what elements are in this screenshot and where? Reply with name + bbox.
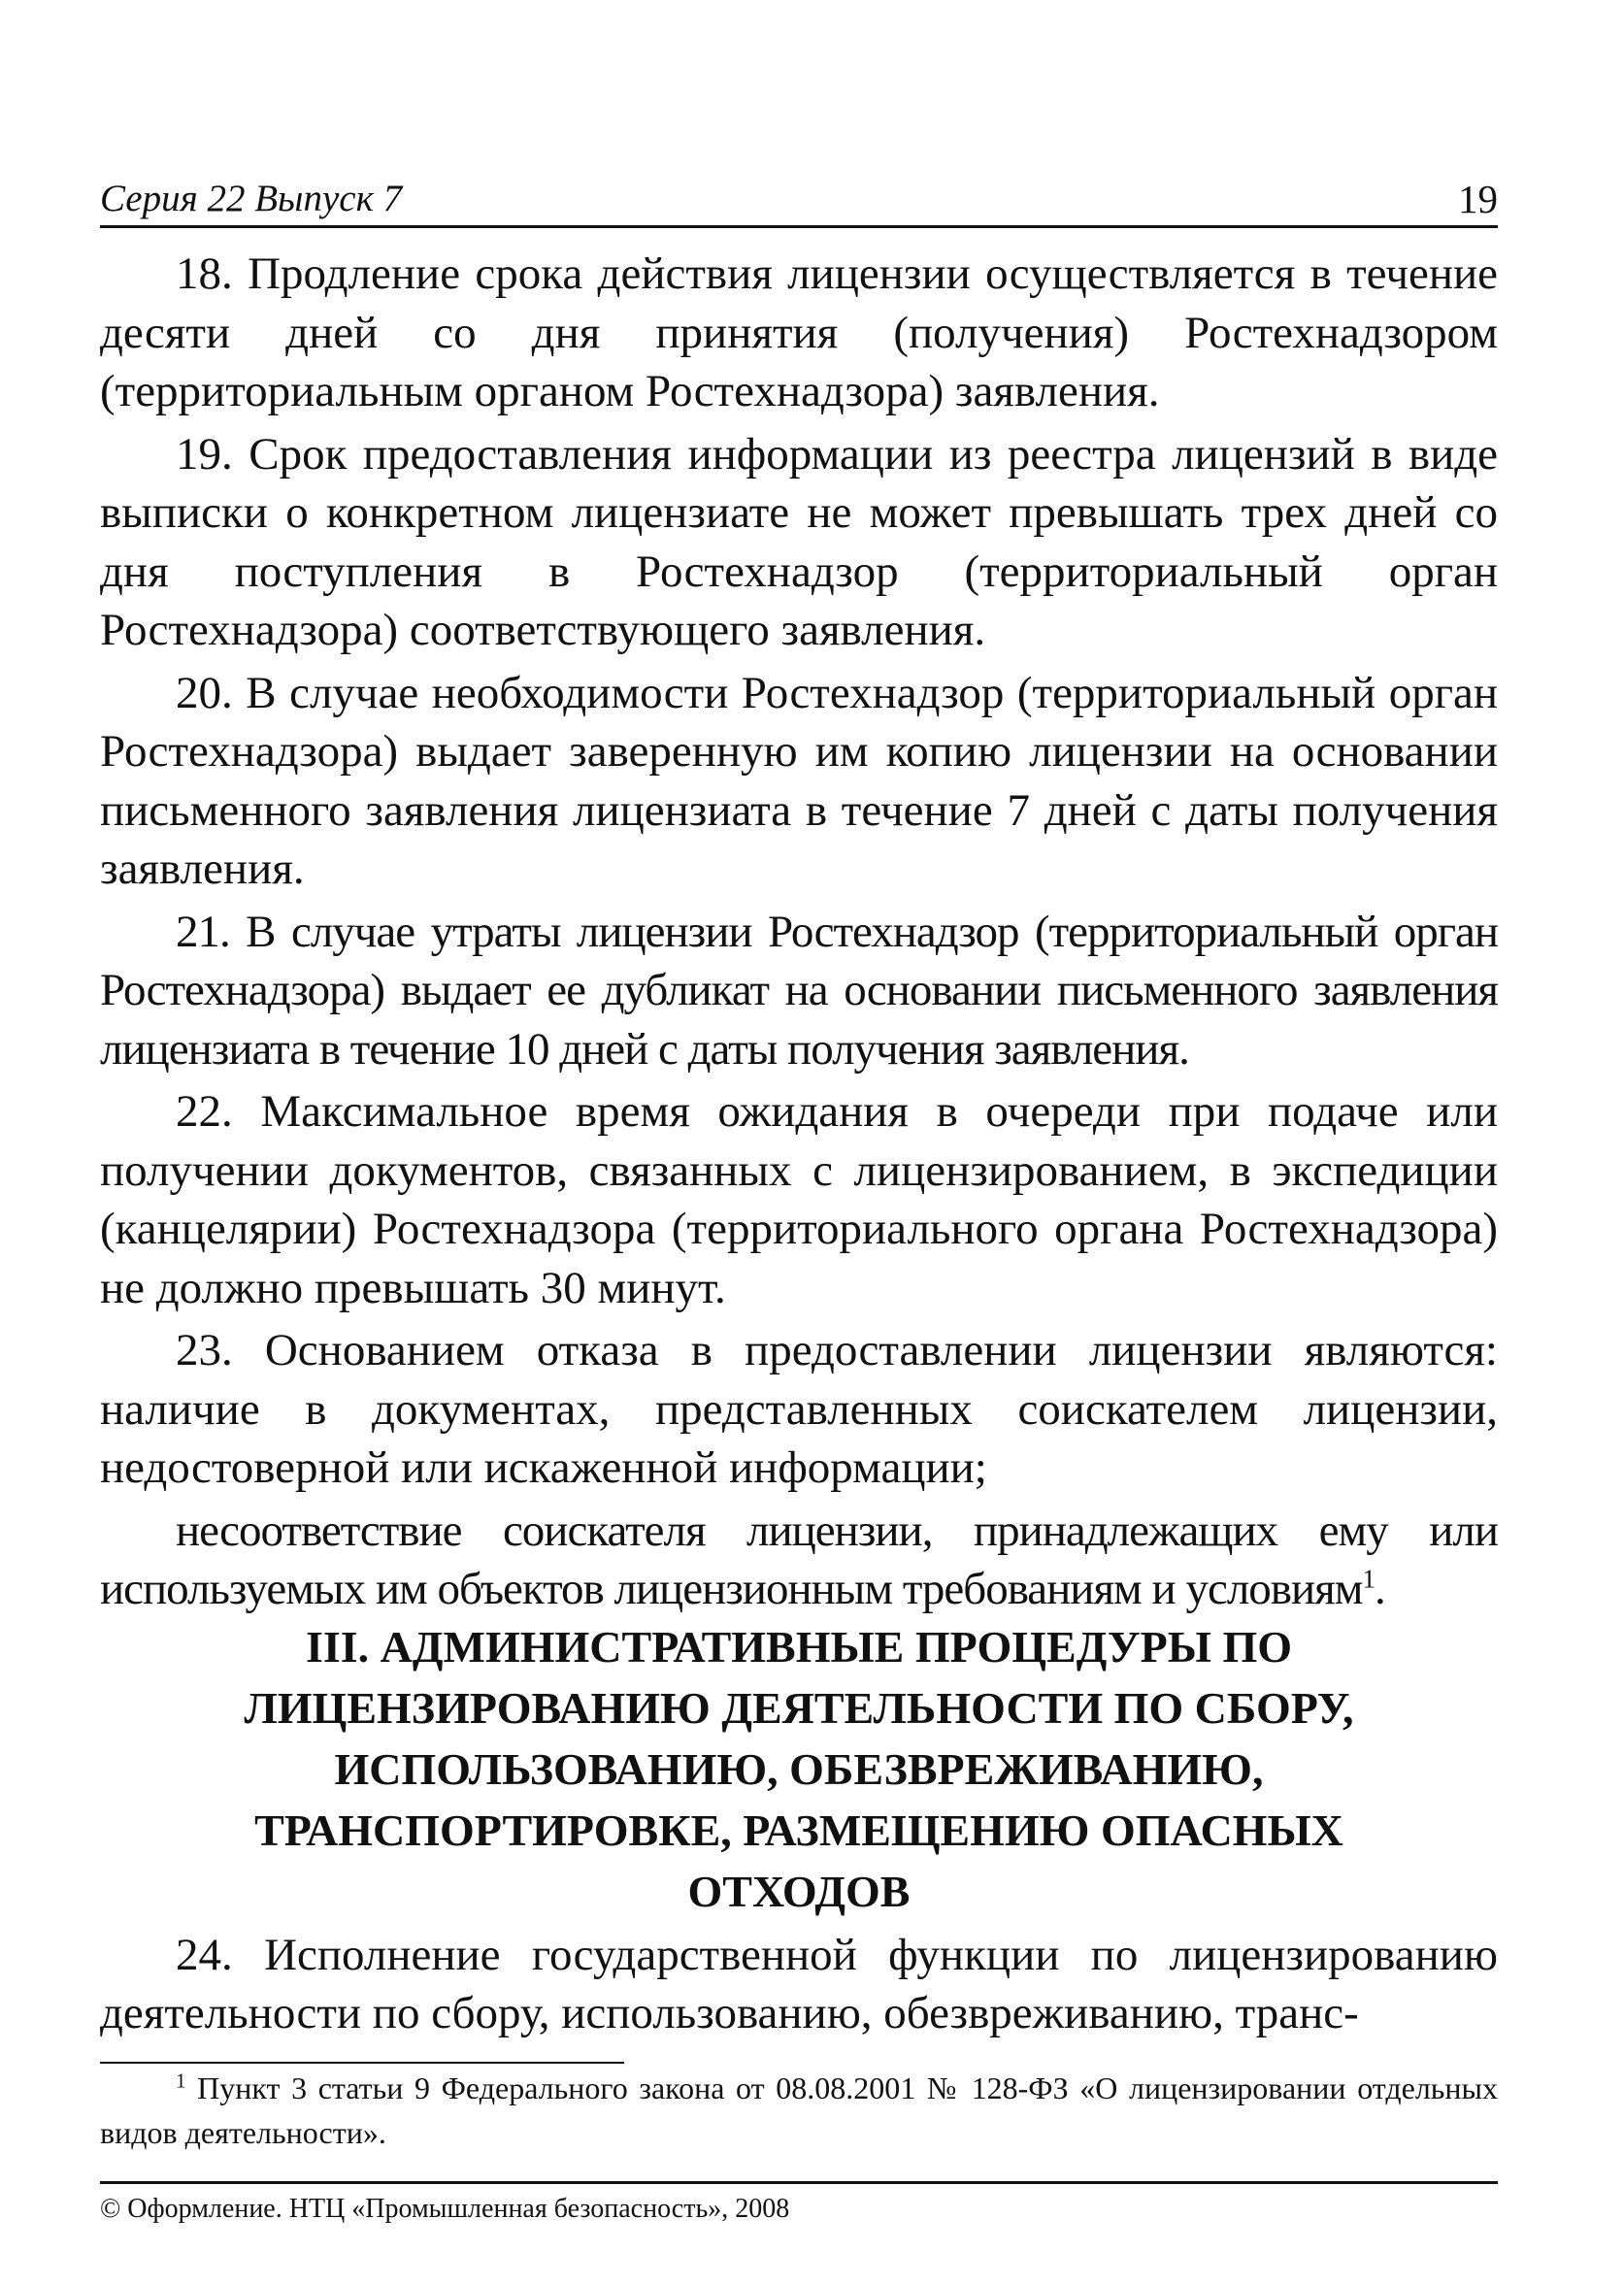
paragraph-19: 19. Срок предоставления информации из реестра лицензий в виде выписки о конкретном лицензиате не может превышать трех дней со дня поступления в Ростехнадзор (территориальный орган Ростехнадзора) соответствующего заявления. — [100, 428, 1498, 655]
paragraph-22: 22. Максимальное время ожидания в очереди при подаче или получении документов, связанных с лицензированием, в экспедиции (канцелярии) Ростехнадзора (территориального органа Ростехнадзора) не должно превышать 30 минут. — [100, 1086, 1498, 1313]
section-heading-line: III. АДМИНИСТРАТИВНЫЕ ПРОЦЕДУРЫ ПО — [305, 1622, 1293, 1672]
paragraph-21: 21. В случае утраты лицензии Ростехнадзор (территориальный орган Ростехнадзора) выдает ее дубликат на основании письменного заявления лицензиата в течение 10 дней с даты получения заявления. — [100, 906, 1498, 1075]
copyright-notice: © Оформление. НТЦ «Промышленная безопасность», 2008 — [100, 2194, 790, 2224]
paragraph-23: 23. Основанием отказа в предоставлении лицензии являются: наличие в документах, представленных соискателем лицензии, недостоверной или искаженной информации; — [100, 1325, 1498, 1493]
main-text — [100, 245, 1498, 1623]
section-heading-line: ИСПОЛЬЗОВАНИЮ, ОБЕЗВРЕЖИВАНИЮ, — [334, 1744, 1264, 1794]
footnote-text: Пункт 3 статьи 9 Федерального закона от 08.08.2001 № 128-ФЗ «О лицензировании отдельных видов деятельности». — [100, 2070, 1498, 2150]
paragraph-23-continuation-text: несоответствие соискателя лицензии, принадлежащих ему или используемых им объектов лицензионным требованиям и условиям — [100, 1505, 1498, 1614]
paragraph-23-continuation: несоответствие соискателя лицензии, принадлежащих ему или используемых им объектов лицензионным требованиям и условиям$^1$. — [100, 1505, 1498, 1614]
section-heading-line: ЛИЦЕНЗИРОВАНИЮ ДЕЯТЕЛЬНОСТИ ПО СБОРУ, — [244, 1683, 1354, 1733]
footnote — [100, 2066, 1498, 2155]
paragraph-24: 24. Исполнение государственной функции по лицензированию деятельности по сбору, использованию, обезвреживанию, транс- — [100, 1930, 1498, 2038]
footnote-divider — [100, 2062, 624, 2064]
paragraph-18: 18. Продление срока действия лицензии осуществляется в течение десяти дней со дня принятия (получения) Ростехнадзором (территориальным органом Ростехнадзора) заявления. — [100, 248, 1498, 416]
footnote-number: 1 — [176, 2069, 186, 2093]
paragraph-20: 20. В случае необходимости Ростехнадзор (территориальный орган Ростехнадзора) выдает заверенную им копию лицензии на основании письменного заявления лицензиата в течение 7 дней с даты получения заявления. — [100, 667, 1498, 894]
section-heading-line: ОТХОДОВ — [687, 1867, 911, 1916]
document-page — [100, 0, 1498, 2285]
running-header — [100, 173, 1498, 228]
main-text-continued — [100, 1926, 1498, 2046]
footnote-reference: 1 — [1362, 1564, 1375, 1594]
series-title: Серия 22 Выпуск 7 — [100, 178, 403, 219]
section-heading-line: ТРАНСПОРТИРОВКЕ, РАЗМЕЩЕНИЮ ОПАСНЫХ — [254, 1805, 1343, 1855]
page-number: 19 — [1458, 177, 1498, 221]
section-heading — [100, 1616, 1498, 1922]
footer-divider — [100, 2181, 1498, 2184]
